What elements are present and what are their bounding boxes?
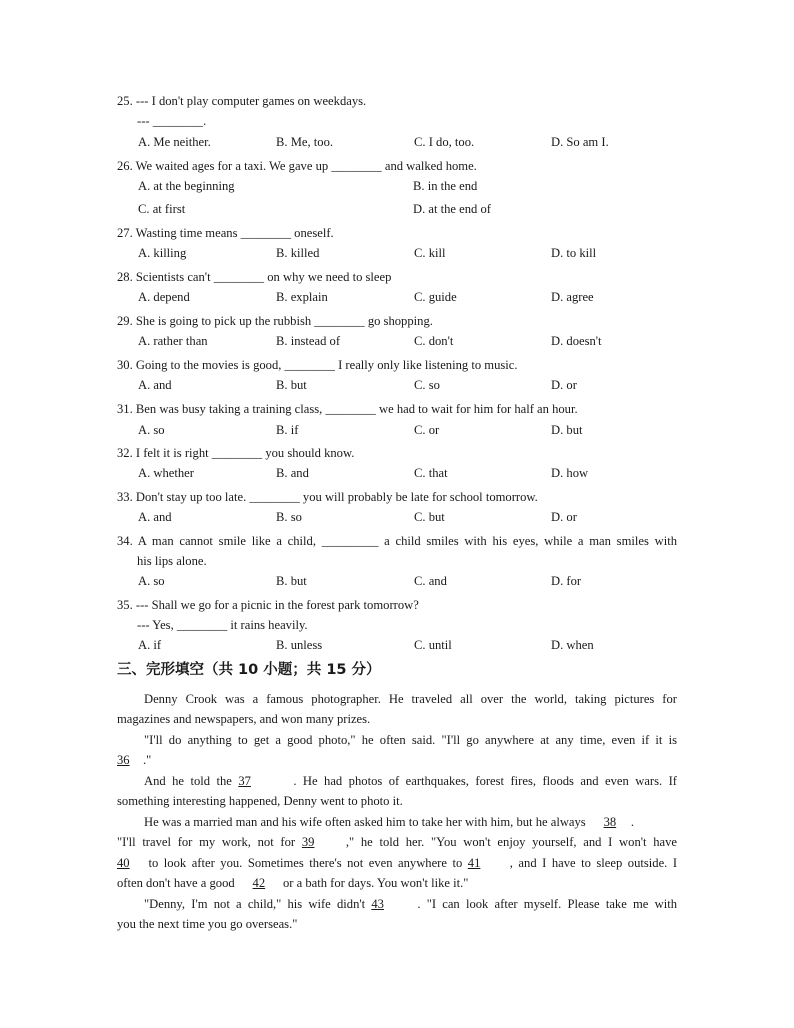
- question-34-stem: 34. A man cannot smile like a child, _________ a child smiles with his eyes, while a man smiles with: [117, 534, 677, 548]
- passage-p8-text-a: "Denny, I'm not a child," his wife didn't: [144, 897, 372, 911]
- passage-p4-text-a: He was a married man and his wife often asked him to take her with him, but he always: [144, 815, 589, 829]
- blank-39[interactable]: 39: [301, 835, 315, 849]
- question-32-stem: 32. I felt it is right ________ you should know.: [117, 446, 355, 460]
- question-34-option-d: D. for: [551, 574, 582, 588]
- question-27-option-b: B. killed: [276, 246, 320, 260]
- question-25-stem2: --- ________.: [137, 114, 207, 128]
- question-33-stem: 33. Don't stay up too late. ________ you will probably be late for school tomorrow.: [117, 490, 538, 504]
- question-35-option-c: C. until: [414, 638, 452, 652]
- passage-p1-line1: Denny Crook was a famous photographer. He traveled all over the world, taking pictures for: [144, 692, 677, 706]
- blank-40[interactable]: 40: [117, 856, 130, 870]
- question-25-stem: 25. --- I don't play computer games on weekdays.: [117, 94, 367, 108]
- blank-36[interactable]: 36: [117, 753, 130, 767]
- question-28-option-c: C. guide: [414, 290, 457, 304]
- question-35-option-a: A. if: [138, 638, 162, 652]
- question-25-option-a: A. Me neither.: [138, 135, 211, 149]
- question-31-stem: 31. Ben was busy taking a training class, ________ we had to wait for him for half an hour.: [117, 402, 578, 416]
- passage-p3-text-b: . He had photos of earthquakes, forest fires, floods and even wars. If: [293, 774, 677, 788]
- question-33-option-b: B. so: [276, 510, 302, 524]
- passage-p3-line2: something interesting happened, Denny went to photo it.: [117, 794, 403, 808]
- passage-p5-text-a: "I'll travel for my work, not for: [117, 835, 302, 849]
- passage-p6-text-a: to look after you. Sometimes there's not even anywhere to: [143, 856, 468, 870]
- passage-p4-text-b: .: [630, 815, 635, 829]
- question-31-option-b: B. if: [276, 423, 299, 437]
- passage-p1-line2: magazines and newspapers, and won many prizes.: [117, 712, 371, 726]
- blank-41[interactable]: 41: [467, 856, 481, 870]
- question-26-option-b: B. in the end: [413, 179, 478, 193]
- question-30-option-c: C. so: [414, 378, 440, 392]
- question-31-option-a: A. so: [138, 423, 165, 437]
- question-26-option-c: C. at first: [138, 202, 186, 216]
- passage-p4-line1: [144, 812, 677, 833]
- question-29-option-d: D. doesn't: [551, 334, 602, 348]
- passage-p6-text-b: , and I have to sleep outside. I: [509, 856, 678, 870]
- blank-43[interactable]: 43: [371, 897, 384, 911]
- question-32-option-c: C. that: [414, 466, 448, 480]
- passage-p7-text-a: often don't have a good: [117, 876, 238, 890]
- question-33-option-d: D. or: [551, 510, 577, 524]
- passage-p3-text-a: And he told the: [144, 774, 239, 788]
- passage-p5-line: [117, 832, 677, 853]
- passage-p8-text-b: . "I can look after myself. Please take me with: [417, 897, 677, 911]
- question-28-option-b: B. explain: [276, 290, 328, 304]
- question-30-option-d: D. or: [551, 378, 577, 392]
- passage-p8-line1: [144, 894, 677, 915]
- question-34-option-c: C. and: [414, 574, 447, 588]
- blank-42[interactable]: 42: [252, 876, 266, 890]
- blank-37[interactable]: 37: [238, 774, 251, 788]
- question-25-option-c: C. I do, too.: [414, 135, 475, 149]
- passage-p6-line: [117, 853, 677, 874]
- question-32-option-a: A. whether: [138, 466, 194, 480]
- question-27-stem: 27. Wasting time means ________ oneself.: [117, 226, 334, 240]
- question-26-option-a: A. at the beginning: [138, 179, 235, 193]
- section-heading: 三、完形填空（共 10 小题；共 15 分）: [117, 662, 381, 678]
- question-25-option-b: B. Me, too.: [276, 135, 334, 149]
- question-28-option-a: A. depend: [138, 290, 190, 304]
- question-29-stem: 29. She is going to pick up the rubbish ________ go shopping.: [117, 314, 433, 328]
- question-31-option-d: D. but: [551, 423, 583, 437]
- question-30-option-b: B. but: [276, 378, 307, 392]
- question-28-stem: 28. Scientists can't ________ on why we need to sleep: [117, 270, 392, 284]
- question-35-option-b: B. unless: [276, 638, 323, 652]
- question-26-stem: 26. We waited ages for a taxi. We gave up ________ and walked home.: [117, 159, 477, 173]
- question-35-option-d: D. when: [551, 638, 594, 652]
- question-31-option-c: C. or: [414, 423, 440, 437]
- question-34-stem2: his lips alone.: [137, 554, 207, 568]
- question-25-option-d: D. So am I.: [551, 135, 609, 149]
- passage-p7-line: [117, 873, 677, 894]
- question-34-option-a: A. so: [138, 574, 165, 588]
- passage-p7-text-b: or a bath for days. You won't like it.": [279, 876, 469, 890]
- question-34-option-b: B. but: [276, 574, 307, 588]
- question-27-option-a: A. killing: [138, 246, 187, 260]
- passage-p5-text-b: ," he told her. "You won't enjoy yourself, and I won't have: [345, 835, 677, 849]
- question-26-option-d: D. at the end of: [413, 202, 491, 216]
- question-28-option-d: D. agree: [551, 290, 594, 304]
- question-30-option-a: A. and: [138, 378, 172, 392]
- question-33-option-a: A. and: [138, 510, 172, 524]
- passage-p2-line1: "I'll do anything to get a good photo," he often said. "I'll go anywhere at any time, even if it is: [144, 733, 677, 747]
- question-35-stem2: --- Yes, ________ it rains heavily.: [137, 618, 308, 632]
- question-29-option-c: C. don't: [414, 334, 454, 348]
- blank-38[interactable]: 38: [603, 815, 617, 829]
- question-27-option-c: C. kill: [414, 246, 446, 260]
- question-32-option-b: B. and: [276, 466, 309, 480]
- passage-p2-line2: [117, 750, 677, 771]
- question-29-option-a: A. rather than: [138, 334, 208, 348]
- passage-p2-line2-text: .": [143, 753, 152, 767]
- question-35-stem: 35. --- Shall we go for a picnic in the forest park tomorrow?: [117, 598, 419, 612]
- question-32-option-d: D. how: [551, 466, 589, 480]
- passage-p8-line2: you the next time you go overseas.": [117, 917, 298, 931]
- question-27-option-d: D. to kill: [551, 246, 597, 260]
- passage-p3-line1: [144, 771, 677, 792]
- question-33-option-c: C. but: [414, 510, 445, 524]
- question-30-stem: 30. Going to the movies is good, ________ I really only like listening to music.: [117, 358, 518, 372]
- question-29-option-b: B. instead of: [276, 334, 341, 348]
